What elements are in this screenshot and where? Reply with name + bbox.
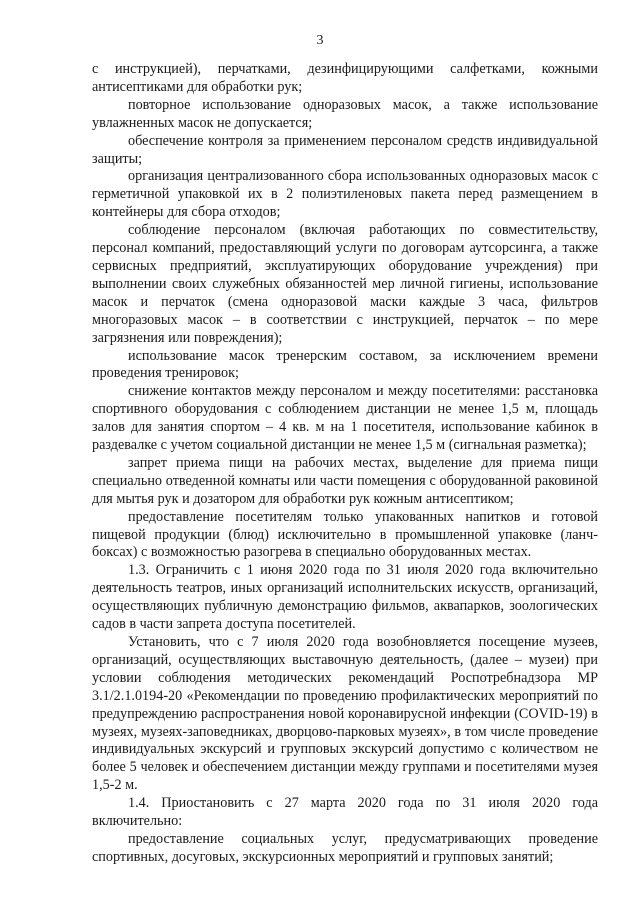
paragraph-social-services: предоставление социальных услуг, предусматривающих проведение спортивных, досуговых, экскурсионных мероприятий и групповых занятий; [92, 830, 598, 865]
paragraph-ppe-control: обеспечение контроля за применением персоналом средств индивидуальной защиты; [92, 132, 598, 167]
paragraph-mask-collection: организация централизованного сбора использованных одноразовых масок с герметичной упаковкой их в 2 полиэтиленовых пакета перед размещением в контейнеры для сбора отходов; [92, 168, 598, 221]
paragraph-museums: Установить, что с 7 июля 2020 года возобновляется посещение музеев, организаций, осуществляющих выставочную деятельность, (далее – музеи) при условии соблюдения методических рекомендаций Роспотребнадзора МР 3.1/2.1.0194-20 «Рекомендации по проведению профилактических мероприятий по предупреждению распространения новой коронавирусной инфекции (COVID-19) в музеях, музеях-заповедниках, дворцово-парковых музеях», в том числе проведение индивидуальных экскурсий и групповых экскурсий допустимо с количеством не более 5 человек и обеспечением дистанции между группами и посетителями музея 1,5-2 м. [92, 634, 598, 794]
clause-1-4: 1.4. Приостановить с 27 марта 2020 года по 31 июля 2020 года включительно: [92, 795, 598, 830]
paragraph-mask-reuse: повторное использование одноразовых масок, а также использование увлажненных масок не допускается; [92, 96, 598, 131]
paragraph-contact-reduction: снижение контактов между персоналом и между посетителями: расстановка спортивного оборудования с соблюдением дистанции не менее 1,5 м, площадь залов для занятия спортом – 4 кв. м на 1 посетителя, использование кабинок в раздевалке с учетом социальной дистанции не менее 1,5 м (сигнальная разметка); [92, 383, 598, 454]
page-number: 3 [316, 33, 324, 48]
paragraph-staff-hygiene: соблюдение персоналом (включая работающих по совместительству, персонал компаний, предоставляющий услуги по договорам аутсорсинга, а также сервисных предприятий, эксплуатирующих оборудование учреждения) при выполнении своих служебных обязанностей мер личной гигиены, использование масок и перчаток (смена одноразовой маски каждые 3 часа, фильтров многоразовых масок – в соответствии с инструкцией, перчаток – по мере загрязнения или повреждения); [92, 222, 598, 346]
paragraph-trainer-masks: использование масок тренерским составом, за исключением времени проведения тренировок; [92, 347, 598, 382]
clause-1-3: 1.3. Ограничить с 1 июня 2020 года по 31 июля 2020 года включительно деятельность театров, иных организаций исполнительских искусств, организаций, осуществляющих публичную демонстрацию фильмов, аквапарков, зоологических садов в части запрета доступа посетителей. [92, 562, 598, 633]
paragraph-continuation: с инструкцией), перчатками, дезинфицирующими салфетками, кожными антисептиками для обработки рук; [92, 61, 598, 95]
paragraph-packaged-food: предоставление посетителям только упакованных напитков и готовой пищевой продукции (блюд) исключительно в промышленной упаковке (ланч-боксах) с возможностью разогрева в специально оборудованных местах. [92, 508, 598, 561]
document-body [92, 61, 598, 867]
paragraph-eating-ban: запрет приема пищи на рабочих местах, выделение для приема пищи специально отведенной комнаты или части помещения с оборудованной раковиной для мытья рук и дозатором для обработки рук кожным антисептиком; [92, 454, 598, 507]
